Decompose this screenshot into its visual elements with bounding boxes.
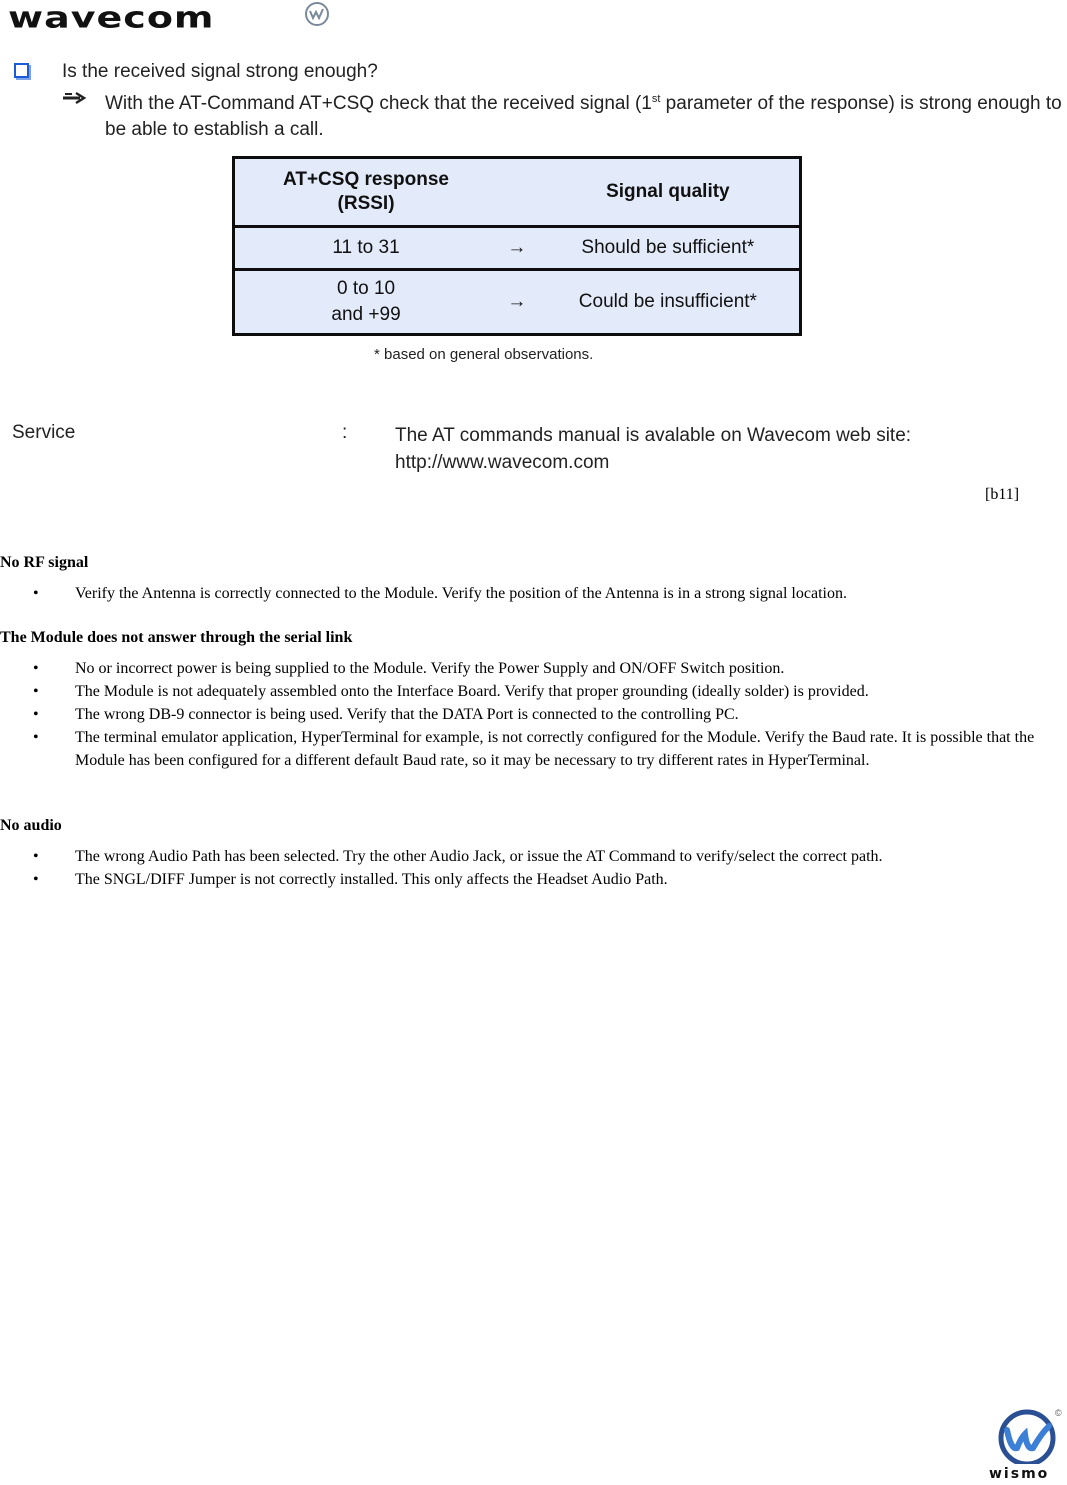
list-item: • No or incorrect power is being supplied to the Module. Verify the Power Supply and ON/OFF Switch position. — [0, 657, 1067, 680]
copyright-mark: © — [1055, 1408, 1062, 1418]
figure-reference: [b11] — [985, 486, 1020, 503]
list-item: • Verify the Antenna is correctly connected to the Module. Verify the position of the Antenna is in a strong signal location. — [0, 582, 1067, 605]
rssi-range: 0 to 10 and +99 — [234, 270, 498, 335]
signal-quality: Could be insufficient* — [537, 270, 801, 335]
table-row — [234, 270, 801, 335]
question-text: Is the received signal strong enough? — [62, 61, 378, 82]
csq-table — [232, 156, 802, 336]
rssi-range: 11 to 31 — [234, 227, 498, 270]
checkbox-bullet-icon — [14, 63, 29, 78]
bullet-list — [0, 582, 1067, 605]
header-rssi: AT+CSQ response (RSSI) — [234, 158, 498, 227]
bullet-icon: • — [33, 660, 39, 677]
bullet-icon: • — [33, 706, 39, 723]
bullet-icon: • — [33, 683, 39, 700]
arrow-icon: → — [497, 270, 537, 335]
answer-text: With the AT-Command AT+CSQ check that the received signal (1st parameter of the response) is strong enough to be able to establish a call. — [105, 93, 1062, 140]
section-heading: No RF signal — [0, 554, 89, 571]
section-heading: The Module does not answer through the serial link — [0, 629, 353, 646]
wismo-logo-icon — [989, 1408, 1059, 1464]
service-text-line: The AT commands manual is avalable on Wavecom web site: — [395, 425, 912, 446]
bullet-icon: • — [33, 729, 39, 746]
table-row — [234, 227, 801, 270]
wavecom-logo — [8, 2, 215, 42]
list-item: • The wrong DB-9 connector is being used. Verify that the DATA Port is connected to the controlling PC. — [0, 703, 1067, 726]
service-label: Service — [12, 422, 76, 443]
header-spacer — [497, 158, 537, 227]
list-item: • The terminal emulator application, HyperTerminal for example, is not correctly configured for the Module. Verify the Baud rate. It is possible that the Module has been configured for a different default Baud rate, so it may be necessary to try different rates in HyperTerminal. — [0, 726, 1067, 772]
pointing-hand-arrow-icon — [62, 91, 88, 105]
list-item: • The Module is not adequately assembled onto the Interface Board. Verify that proper grounding (ideally solder) is provided. — [0, 680, 1067, 703]
header-signal-quality: Signal quality — [537, 158, 801, 227]
list-item: • The SNGL/DIFF Jumper is not correctly installed. This only affects the Headset Audio Path. — [0, 868, 1067, 891]
csq-table-header — [234, 158, 801, 227]
bullet-icon: • — [33, 585, 39, 602]
table-footnote: * based on general observations. — [374, 346, 594, 363]
list-item: • The wrong Audio Path has been selected. Try the other Audio Jack, or issue the AT Command to verify/select the correct path. — [0, 845, 1067, 868]
service-url: http://www.wavecom.com — [395, 452, 610, 473]
service-text — [395, 422, 1035, 476]
bullet-list — [0, 845, 1067, 891]
wismo-brand-text: wismo — [989, 1466, 1050, 1482]
wavecom-badge-icon — [303, 0, 331, 28]
section-heading: No audio — [0, 817, 62, 834]
arrow-icon: → — [497, 227, 537, 270]
signal-quality: Should be sufficient* — [537, 227, 801, 270]
logo-text: wavecom — [8, 0, 215, 35]
wismo-logo — [985, 1408, 1063, 1484]
bullet-list — [0, 657, 1067, 772]
bullet-icon: • — [33, 848, 39, 865]
service-colon: : — [342, 422, 348, 443]
bullet-icon: • — [33, 871, 39, 888]
